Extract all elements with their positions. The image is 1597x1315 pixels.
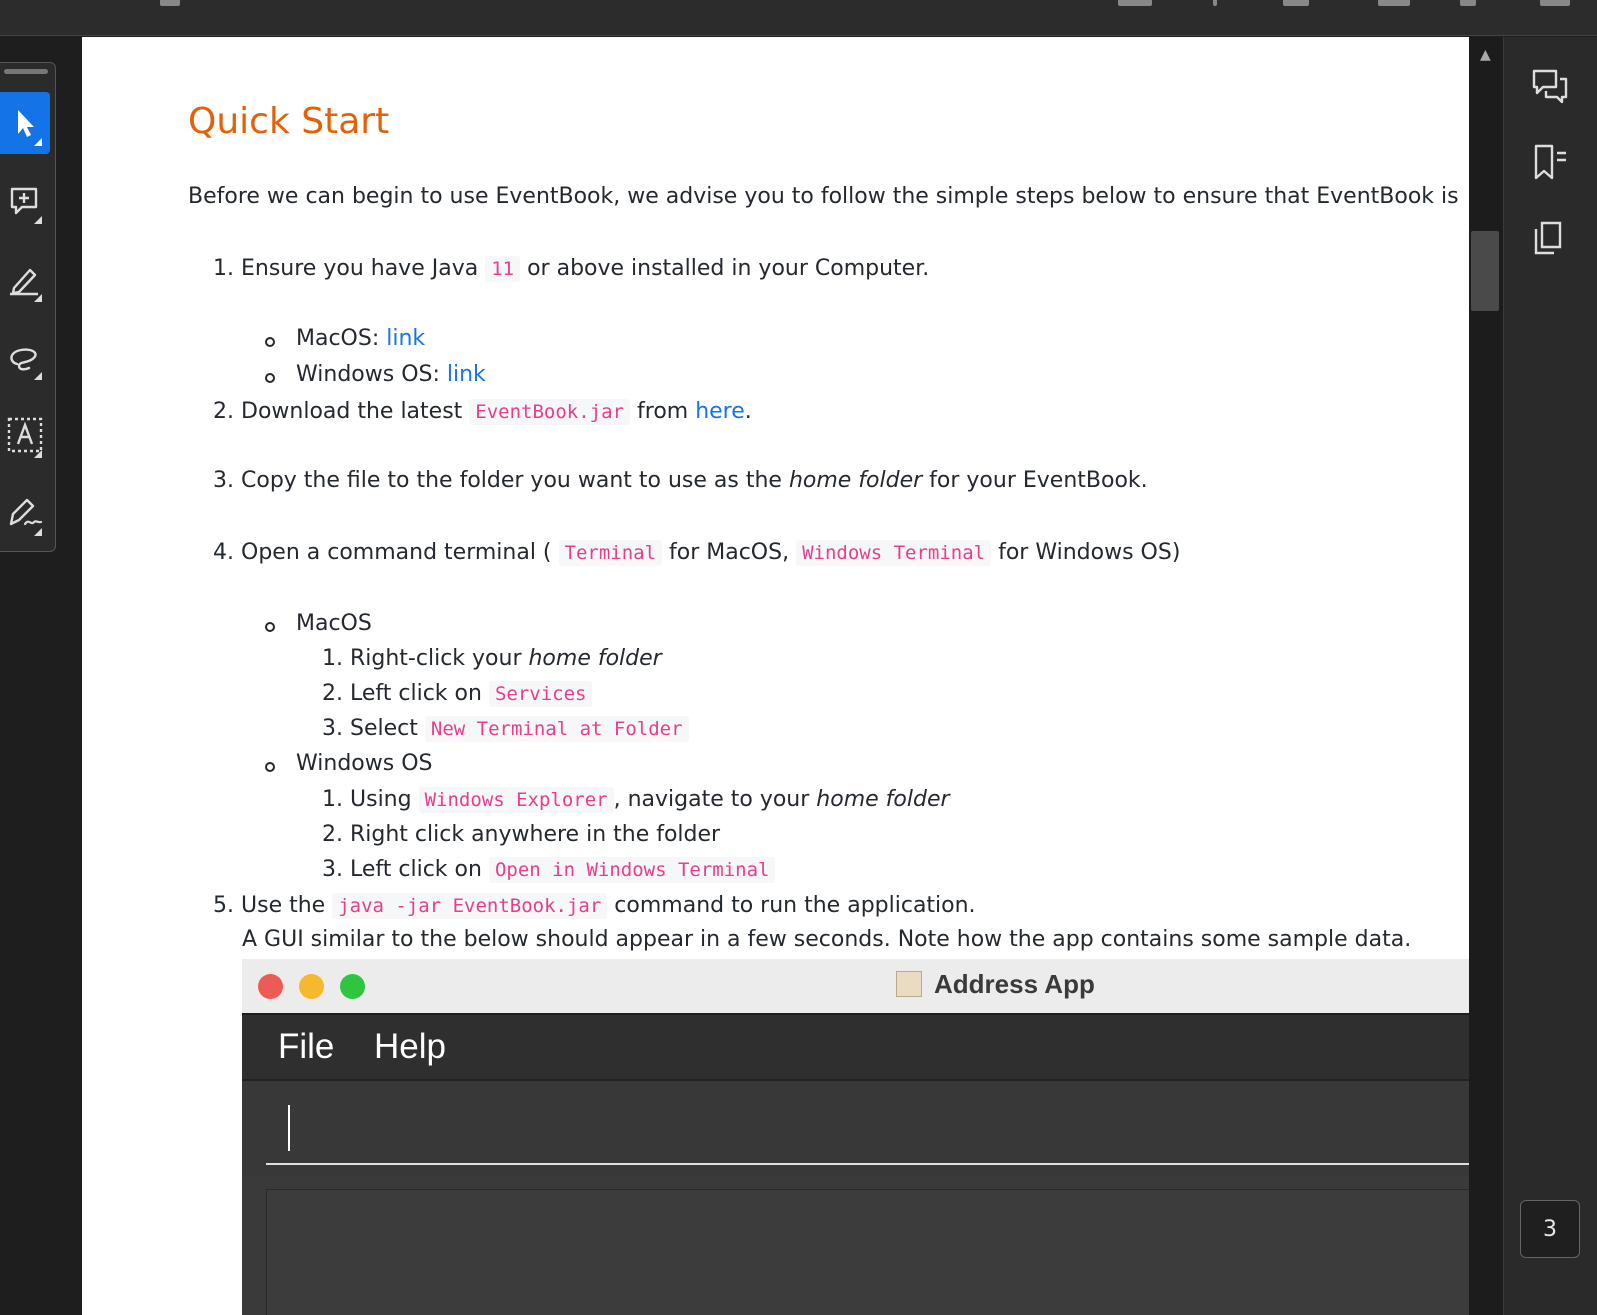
step-text: Left click on [350, 857, 489, 882]
list-number: 3. [213, 468, 234, 493]
left-tools-panel [0, 62, 56, 552]
step-4 [213, 538, 1180, 568]
bullet [265, 373, 275, 383]
app-titlebar [242, 959, 1469, 1015]
list-number: 2. [213, 399, 234, 424]
draw-tool[interactable] [0, 326, 50, 388]
inline-code: java -jar EventBook.jar [332, 893, 607, 919]
windows-subheading: Windows OS [296, 751, 433, 776]
step-1 [213, 254, 929, 284]
list-number: 2. [322, 822, 343, 847]
step-3 [213, 466, 1148, 496]
list-number: 3. [322, 716, 343, 741]
intro-paragraph: Before we can begin to use EventBook, we advise you to follow the simple steps below to ensure that EventBook is [188, 184, 1459, 209]
text-caret [288, 1105, 290, 1151]
add-comment-icon [8, 184, 42, 218]
step-text: Using [350, 787, 419, 812]
app-menubar [242, 1015, 1469, 1081]
command-underline [266, 1163, 1469, 1165]
step-2 [213, 397, 752, 427]
inline-code: Terminal [559, 540, 663, 566]
toolbar-fragment [1540, 0, 1570, 6]
toolbar-fragment [160, 0, 180, 6]
inline-code: Windows Terminal [796, 540, 991, 566]
step-text: Download the latest [241, 399, 470, 424]
app-screenshot [242, 959, 1469, 1315]
macos-substep-2 [322, 679, 592, 709]
bullet [265, 762, 275, 772]
step-text: for your EventBook. [922, 468, 1148, 493]
draw-freeform-icon [7, 340, 43, 374]
windows-substep-3 [322, 855, 775, 885]
list-number: 1. [213, 256, 234, 281]
step-text: Copy the file to the folder you want to use as the [241, 468, 789, 493]
tool-menu-corner [34, 138, 42, 146]
inline-code: Services [489, 681, 593, 707]
text-box-icon [7, 417, 43, 453]
list-number: 1. [322, 646, 343, 671]
list-number: 4. [213, 540, 234, 565]
inline-code: EventBook.jar [469, 399, 630, 425]
minimize-dot [299, 974, 324, 999]
macos-substep-3 [322, 714, 689, 744]
tool-menu-corner [34, 528, 42, 536]
list-number: 2. [322, 681, 343, 706]
sign-icon [7, 496, 43, 530]
tool-menu-corner [34, 216, 42, 224]
step-text: Right click anywhere in the folder [350, 822, 721, 847]
windows-java-link[interactable]: link [446, 362, 486, 387]
right-sidebar [1503, 37, 1597, 1315]
toolbar-fragment [1378, 0, 1410, 6]
item-label: MacOS: [296, 326, 387, 351]
page-number-indicator[interactable] [1520, 1200, 1580, 1258]
item-label: Windows OS: [296, 362, 447, 387]
download-here-link[interactable]: here [695, 399, 745, 424]
section-heading: Quick Start [188, 101, 390, 142]
step-text: Select [350, 716, 425, 741]
select-tool[interactable] [0, 92, 50, 154]
step-text: command to run the application. [607, 893, 976, 918]
highlight-icon [8, 262, 42, 296]
step-text: Open a command terminal ( [241, 540, 559, 565]
comment-icon[interactable] [1530, 67, 1570, 107]
emphasis: home folder [816, 787, 950, 812]
windows-substep-2 [322, 820, 720, 850]
toolbar-fragment [1213, 0, 1217, 6]
step-text: Ensure you have Java [241, 256, 486, 281]
text-box-tool[interactable] [0, 404, 50, 466]
emphasis: home folder [788, 468, 923, 493]
help-menu: Help [374, 1027, 446, 1066]
vertical-scrollbar[interactable] [1469, 37, 1503, 1315]
app-command-box [242, 1081, 1469, 1177]
bookmark-icon[interactable] [1530, 143, 1570, 183]
step-text: Use the [241, 893, 333, 918]
step-text: for MacOS, [662, 540, 797, 565]
emphasis: home folder [528, 646, 662, 671]
bullet [265, 622, 275, 632]
step-text: or above installed in your Computer. [520, 256, 930, 281]
step-text: Right-click your [350, 646, 529, 671]
step-text: . [744, 399, 752, 424]
step-5 [213, 891, 976, 921]
macos-substep-1 [322, 644, 662, 674]
app-result-display [266, 1189, 1469, 1315]
step-text: , navigate to your [613, 787, 817, 812]
select-tool-icon [10, 106, 40, 140]
windows-java-item [296, 360, 486, 390]
step-5-note: A GUI similar to the below should appear in a few seconds. Note how the app contains some sample data. [242, 927, 1412, 952]
macos-subheading: MacOS [296, 611, 372, 636]
bullet [265, 337, 275, 347]
document-page [82, 37, 1469, 1315]
app-title: Address App [934, 969, 1095, 999]
macos-java-item [296, 324, 425, 354]
inline-code: Windows Explorer [419, 787, 614, 813]
scroll-up-icon[interactable]: ▲ [1480, 47, 1491, 63]
list-number: 1. [322, 787, 343, 812]
tool-menu-corner [34, 450, 42, 458]
tool-menu-corner [34, 294, 42, 302]
toolbar-fragment [1118, 0, 1152, 6]
step-text: for Windows OS) [991, 540, 1181, 565]
page-number: 3 [1543, 1216, 1557, 1242]
close-dot [258, 974, 283, 999]
macos-java-link[interactable]: link [386, 326, 426, 351]
inline-code: 11 [485, 256, 520, 282]
step-text: from [630, 399, 696, 424]
toolbar-fragment [1283, 0, 1309, 6]
top-toolbar [0, 0, 1597, 36]
zoom-dot [340, 974, 365, 999]
windows-substep-1 [322, 785, 950, 815]
highlight-tool[interactable] [0, 248, 50, 310]
inline-code: New Terminal at Folder [425, 716, 689, 742]
address-book-icon [896, 971, 922, 997]
scrollbar-thumb[interactable] [1471, 231, 1499, 311]
add-comment-tool[interactable] [0, 170, 50, 232]
file-menu: File [278, 1027, 335, 1066]
step-text: Left click on [350, 681, 489, 706]
inline-code: Open in Windows Terminal [489, 857, 776, 883]
pages-icon[interactable] [1530, 219, 1570, 259]
list-number: 3. [322, 857, 343, 882]
toolbar-fragment [1460, 0, 1476, 6]
list-number: 5. [213, 893, 234, 918]
tool-menu-corner [34, 372, 42, 380]
panel-grip[interactable] [4, 69, 48, 74]
sign-tool[interactable] [0, 482, 50, 544]
